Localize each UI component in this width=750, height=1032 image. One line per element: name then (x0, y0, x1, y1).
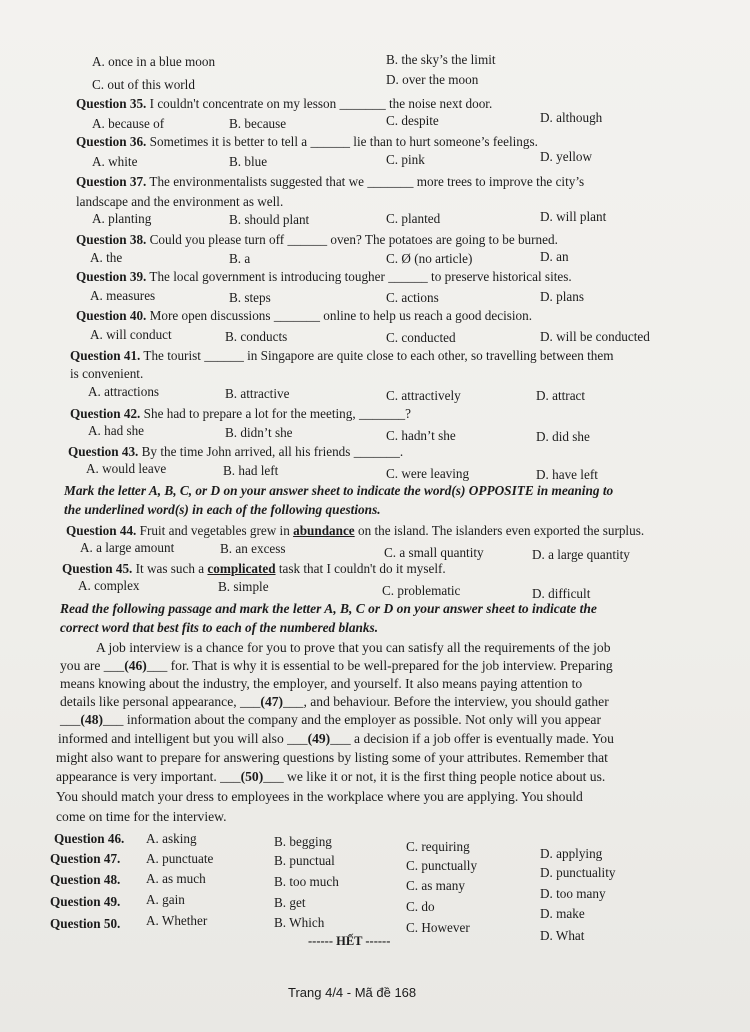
q49-option-d: D. make (540, 906, 585, 921)
q44-underlined-word: abundance (293, 523, 355, 538)
q35-stem (76, 96, 492, 112)
passage-line-6 (58, 731, 614, 747)
q50-option-b: B. Which (274, 915, 325, 930)
q45-underlined-word: complicated (207, 561, 276, 576)
q47-option-a: A. punctuate (146, 851, 214, 866)
q38-blank: ______ (287, 232, 328, 247)
q44-option-a: A. a large amount (80, 540, 175, 555)
q36-option-a: A. white (92, 154, 138, 169)
q41-blank: ______ (204, 348, 244, 363)
q36-option-d: D. yellow (540, 149, 593, 164)
q36-option-c: C. pink (386, 152, 425, 167)
passage-line-2 (60, 658, 613, 674)
q35-option-b: B. because (229, 116, 287, 131)
q35-option-c: C. despite (386, 113, 439, 128)
end-mark: ------ HẾT ------ (308, 934, 391, 948)
q44-stem-a: Fruit and vegetables grew in (139, 523, 290, 538)
q38-option-a: A. the (90, 250, 123, 265)
instruction-opposite-line2: the underlined word(s) in each of the following questions. (64, 502, 381, 517)
q39-option-a: A. measures (90, 288, 156, 303)
q48-option-a: A. as much (146, 871, 206, 886)
passage-line-5c: ___ information about the company and the employer as possible. Not only will you appear (103, 712, 601, 727)
q34-option-b: B. the sky’s the limit (386, 52, 496, 67)
q50-option-a: A. Whether (146, 913, 208, 928)
q36-stem-a: Sometimes it is better to tell a (149, 134, 308, 149)
q38-stem-b: oven? The potatoes are going to be burned. (330, 232, 558, 247)
blank-48: (48) (80, 712, 104, 727)
q42-label: Question 42. (70, 406, 141, 421)
passage-line-5a: ___ (60, 712, 81, 727)
instruction-opposite-line1: Mark the letter A, B, C, or D on your answer sheet to indicate the word(s) OPPOSITE in meaning to (64, 483, 614, 498)
q49-label: Question 49. (50, 894, 121, 909)
q36-blank: ______ (310, 134, 350, 149)
q34-option-a: A. once in a blue moon (92, 54, 216, 69)
passage-line-1: A job interview is a chance for you to prove that you can satisfy all the requirements of the job (96, 640, 611, 655)
q50-option-c: C. However (406, 920, 470, 935)
q44-option-d: D. a large quantity (532, 547, 630, 562)
instruction-passage-line2: correct word that best fits to each of the numbered blanks. (60, 620, 379, 635)
q39-blank: ______ (388, 269, 428, 284)
q38-stem (76, 232, 558, 248)
q41-option-d: D. attract (536, 388, 586, 403)
q42-option-b: B. didn’t she (225, 425, 293, 440)
passage-line-3: means knowing about the industry, the employer, and yourself. It also means paying attention to (60, 676, 583, 691)
passage-line-8a: appearance is very important. ___ (56, 769, 241, 784)
q47-label: Question 47. (50, 851, 121, 866)
q39-option-d: D. plans (540, 289, 584, 304)
q37-option-b: B. should plant (229, 212, 310, 227)
q42-stem-a: She had to prepare a lot for the meeting, (143, 406, 356, 421)
q41-label: Question 41. (70, 348, 141, 363)
q43-blank: _______ (353, 444, 400, 459)
q40-option-c: C. conducted (386, 330, 456, 345)
q42-option-c: C. hadn’t she (386, 428, 456, 443)
q43-label: Question 43. (68, 444, 139, 459)
q48-option-c: C. as many (406, 878, 465, 893)
blank-50: (50) (240, 769, 264, 784)
q39-stem-a: The local government is introducing tougher (149, 269, 385, 284)
q40-option-b: B. conducts (225, 329, 288, 344)
passage-line-7: might also want to prepare for answering questions by listing some of your attributes. Remember that (56, 750, 608, 765)
q46-label: Question 46. (54, 831, 125, 846)
q46-option-a: A. asking (146, 831, 197, 846)
passage-line-10: come on time for the interview. (56, 809, 227, 824)
blank-46: (46) (124, 658, 147, 673)
q46-row (54, 831, 124, 847)
q45-stem (62, 561, 446, 577)
q40-stem (76, 308, 532, 324)
q40-stem-b: online to help us reach a good decision. (323, 308, 533, 323)
q36-stem (76, 134, 538, 150)
q44-option-b: B. an excess (220, 541, 286, 556)
q43-option-a: A. would leave (86, 461, 167, 476)
q43-option-b: B. had left (223, 463, 279, 478)
q35-option-d: D. although (540, 110, 603, 125)
passage-line-9: You should match your dress to employees in the workplace where you are applying. You should (56, 789, 583, 804)
q37-stem (76, 174, 584, 190)
q39-stem-b: to preserve historical sites. (431, 269, 572, 284)
q45-option-a: A. complex (78, 578, 140, 593)
q40-blank: _______ (273, 308, 320, 323)
q41-option-b: B. attractive (225, 386, 290, 401)
q39-stem (76, 269, 572, 285)
q48-row (50, 872, 120, 888)
q45-option-c: C. problematic (382, 583, 461, 598)
q37-label: Question 37. (76, 174, 147, 189)
q50-option-d: D. What (540, 928, 585, 943)
blank-49: (49) (307, 731, 331, 746)
q39-option-b: B. steps (229, 290, 271, 305)
passage-line-4a: details like personal appearance, ___ (60, 694, 261, 709)
q48-option-b: B. too much (274, 874, 339, 889)
q46-option-b: B. begging (274, 834, 332, 849)
q49-option-c: C. do (406, 899, 435, 914)
q49-option-b: B. get (274, 895, 306, 910)
passage-line-4 (60, 694, 609, 710)
q35-stem-b: the noise next door. (388, 96, 493, 111)
q37-option-a: A. planting (92, 211, 152, 226)
q34-option-c: C. out of this world (92, 77, 195, 92)
q49-option-a: A. gain (146, 892, 185, 907)
q43-stem (68, 444, 403, 460)
q35-stem-a: I couldn't concentrate on my lesson (149, 96, 337, 111)
blank-47: (47) (260, 694, 284, 709)
q46-option-d: D. applying (540, 846, 603, 861)
q38-option-c: C. Ø (no article) (386, 251, 473, 266)
q37-blank: _______ (367, 174, 414, 189)
q37-stem-b: more trees to improve the city’s (416, 174, 585, 189)
q36-label: Question 36. (76, 134, 147, 149)
q42-stem (70, 406, 411, 422)
passage-line-8 (56, 769, 605, 785)
q44-option-c: C. a small quantity (384, 545, 484, 560)
q39-label: Question 39. (76, 269, 147, 284)
q38-label: Question 38. (76, 232, 147, 247)
q43-stem-b: . (399, 444, 404, 459)
q48-label: Question 48. (50, 872, 121, 887)
passage-line-2a: you are ___ (60, 658, 125, 673)
q44-label: Question 44. (66, 523, 137, 538)
passage-line-6c: ___ a decision if a job offer is eventually made. You (330, 731, 614, 746)
passage-line-6a: informed and intelligent but you will also ___ (58, 731, 308, 746)
q44-stem (66, 523, 644, 539)
q43-option-d: D. have left (536, 467, 598, 482)
q38-option-b: B. a (229, 251, 251, 266)
q36-option-b: B. blue (229, 154, 268, 169)
q39-option-c: C. actions (386, 290, 439, 305)
q40-stem-a: More open discussions (149, 308, 271, 323)
q44-stem-b: on the island. The islanders even exported the surplus. (357, 523, 645, 538)
q41-stem (70, 348, 613, 364)
q36-stem-b: lie than to hurt someone’s feelings. (353, 134, 538, 149)
q47-option-b: B. punctual (274, 853, 335, 868)
q37-option-d: D. will plant (540, 209, 607, 224)
q47-option-c: C. punctually (406, 858, 478, 873)
q40-label: Question 40. (76, 308, 147, 323)
passage-line-5 (60, 712, 601, 728)
q40-option-d: D. will be conducted (540, 329, 650, 344)
q50-row (50, 916, 120, 932)
page-footer: Trang 4/4 - Mã đề 168 (288, 985, 417, 1000)
q48-option-d: D. too many (540, 886, 606, 901)
q43-option-c: C. were leaving (386, 466, 470, 481)
q47-option-d: D. punctuality (540, 865, 616, 880)
q42-option-d: D. did she (536, 429, 590, 444)
q42-option-a: A. had she (88, 423, 145, 438)
passage-line-4c: ___, and behaviour. Before the interview, you should gather (283, 694, 609, 709)
q45-label: Question 45. (62, 561, 133, 576)
instruction-passage-line1: Read the following passage and mark the letter A, B, C or D on your answer sheet to indicate the (60, 601, 597, 616)
q45-option-b: B. simple (218, 579, 269, 594)
q50-label: Question 50. (50, 916, 121, 931)
q45-stem-b: task that I couldn't do it myself. (278, 561, 446, 576)
q38-stem-a: Could you please turn off (149, 232, 285, 247)
q41-stem-a: The tourist (143, 348, 201, 363)
q37-stem-c: landscape and the environment as well. (76, 194, 284, 209)
q42-stem-b: ? (405, 406, 411, 421)
passage-line-8c: ___ we like it or not, it is the first thing people notice about us. (263, 769, 606, 784)
q43-stem-a: By the time John arrived, all his friends (141, 444, 351, 459)
q46-option-c: C. requiring (406, 839, 470, 854)
q41-option-c: C. attractively (386, 388, 461, 403)
q41-stem-c: is convenient. (70, 366, 144, 381)
q35-blank: _______ (339, 96, 386, 111)
q38-option-d: D. an (540, 249, 569, 264)
q35-label: Question 35. (76, 96, 147, 111)
q45-option-d: D. difficult (532, 586, 591, 601)
q41-stem-b: in Singapore are quite close to each other, so travelling between them (247, 348, 614, 363)
q37-stem-a: The environmentalists suggested that we (149, 174, 365, 189)
passage-line-2c: ___ for. That is why it is essential to be well-prepared for the job interview. Preparing (146, 658, 613, 673)
q37-option-c: C. planted (386, 211, 441, 226)
q45-stem-a: It was such a (135, 561, 205, 576)
q40-option-a: A. will conduct (90, 327, 172, 342)
q42-blank: _______ (358, 406, 406, 421)
q34-option-d: D. over the moon (386, 72, 479, 87)
q35-option-a: A. because of (92, 116, 165, 131)
q49-row (50, 894, 120, 910)
q47-row (50, 851, 120, 867)
q41-option-a: A. attractions (88, 384, 160, 399)
